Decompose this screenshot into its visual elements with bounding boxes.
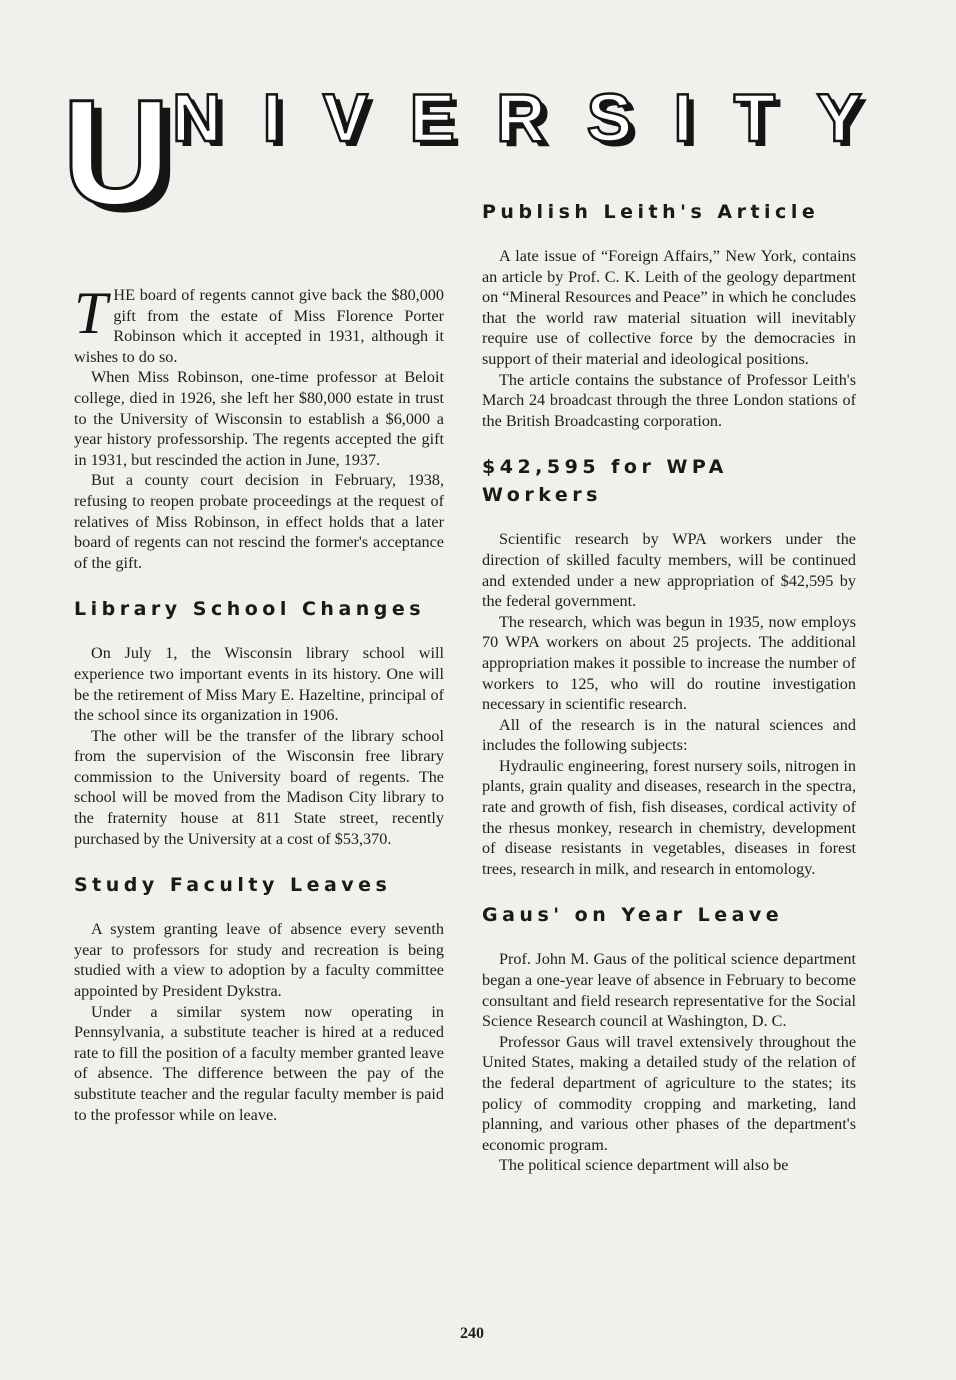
intro-lead-word: HE [113,286,135,304]
body-paragraph: When Miss Robinson, one-time professor at Beloit college, died in 1926, she left her $80,000 estate in trust to the University of Wisconsin to establish a $6,000 a year history professorship. The regents accepted the gift in 1931, but rescinded the action in June, 1937. [74,368,444,469]
page-number: 240 [460,1325,484,1342]
section-heading-wpa-workers: $42,595 for WPA Workers [482,456,728,507]
body-paragraph: Professor Gaus will travel extensively throughout the United States, making a detailed study of the relation of the federal department of agriculture to the states; its policy of commodity cropping and marketing, land planning, and various other phases of the department's economic program. [482,1032,856,1154]
intro-text: board of regents cannot give back the $80,000 gift from the estate of Miss Florence Porter Robinson which it accepted in 1931, although it wishes to do so. [74,286,444,366]
right-column [482,198,856,1176]
body-paragraph: A late issue of “Foreign Affairs,” New York, contains an article by Prof. C. K. Leith of the geology department on “Mineral Resources and Peace” in which he concludes that the world raw material situation will inevitably require use of collective force by the democracies in support of their material and ideological positions. [482,247,856,368]
body-paragraph: Under a similar system now operating in Pennsylvania, a substitute teacher is hired at a reduced rate to fill the position of a faculty member granted leave of absence. The difference between the pay of the substitute teacher and the regular faculty member is paid to the professor while on leave. [74,1002,444,1124]
body-paragraph: All of the research is in the natural sciences and includes the following subjects: [482,715,856,755]
left-column [74,280,444,1125]
section-heading-library-school: Library School Changes [74,598,426,621]
intro-paragraph [74,280,444,367]
masthead-letter: I [262,80,282,156]
body-paragraph: A system granting leave of absence every seventh year to professors for study and recreation is being studied with a view to adoption by a faculty committee appointed by President Dykstra. [74,920,444,1001]
masthead-letter: N [172,80,222,156]
masthead-initial-u: U [62,68,171,236]
body-paragraph: The research, which was begun in 1935, now employs 70 WPA workers on about 25 projects. The additional appropriation makes it possible to increase the number of workers to 125, who will do routine investigation necessary in scientific research. [482,612,856,714]
body-paragraph: On July 1, the Wisconsin library school will experience two important events in its history. One will be the retirement of Miss Mary E. Hazeltine, principal of the school since its organization in 1906. [74,644,444,725]
body-paragraph: But a county court decision in February, 1938, refusing to reopen probate proceedings at the request of relatives of Miss Robinson, in effect holds that a later board of regents can not rescind the former's acceptance of the gift. [74,471,444,572]
body-paragraph: The other will be the transfer of the library school from the supervision of the Wisconsin free library commission to the University board of regents. The school will be moved from the Madison City library to the fraternity house at 811 State street, recently purchased by the University at a cost of $53,370. [74,726,444,848]
masthead-letter: Y [816,80,862,156]
section-heading-faculty-leaves: Study Faculty Leaves [74,874,392,897]
masthead-letter: V [322,80,369,156]
masthead-letter: S [586,80,632,156]
masthead-letters [172,78,862,158]
body-paragraph: Hydraulic engineering, forest nursery soils, nitrogen in plants, grain quality and diseases, research in the spectra, rate and growth of fish, fish diseases, cordical activity of the rhesus monkey, research in chemistry, development of disease resistants in vegetables, diseases in forest trees, research in milk, and research in entomology. [482,756,856,878]
section-heading-leith-article: Publish Leith's Article [482,201,820,223]
body-paragraph: Scientific research by WPA workers under the direction of skilled faculty members, will be continued and extended under a new appropriation of $42,595 by the federal government. [482,530,856,611]
masthead-letter: R [496,80,546,156]
drop-cap: T [74,280,108,346]
section-heading-gaus-leave: Gaus' on Year Leave [482,904,784,927]
masthead-letter: E [409,80,455,156]
body-paragraph: The article contains the substance of Professor Leith's March 24 broadcast through the three London stations of the British Broadcasting corporation. [482,370,856,430]
masthead-letter: I [673,80,693,156]
masthead-letter: T [733,80,776,156]
body-paragraph: The political science department will also be [499,1156,789,1175]
body-paragraph: Prof. John M. Gaus of the political science department began a one-year leave of absence in February to become consultant and field research representative for the Social Science Research council at Washington, D. C. [482,950,856,1031]
